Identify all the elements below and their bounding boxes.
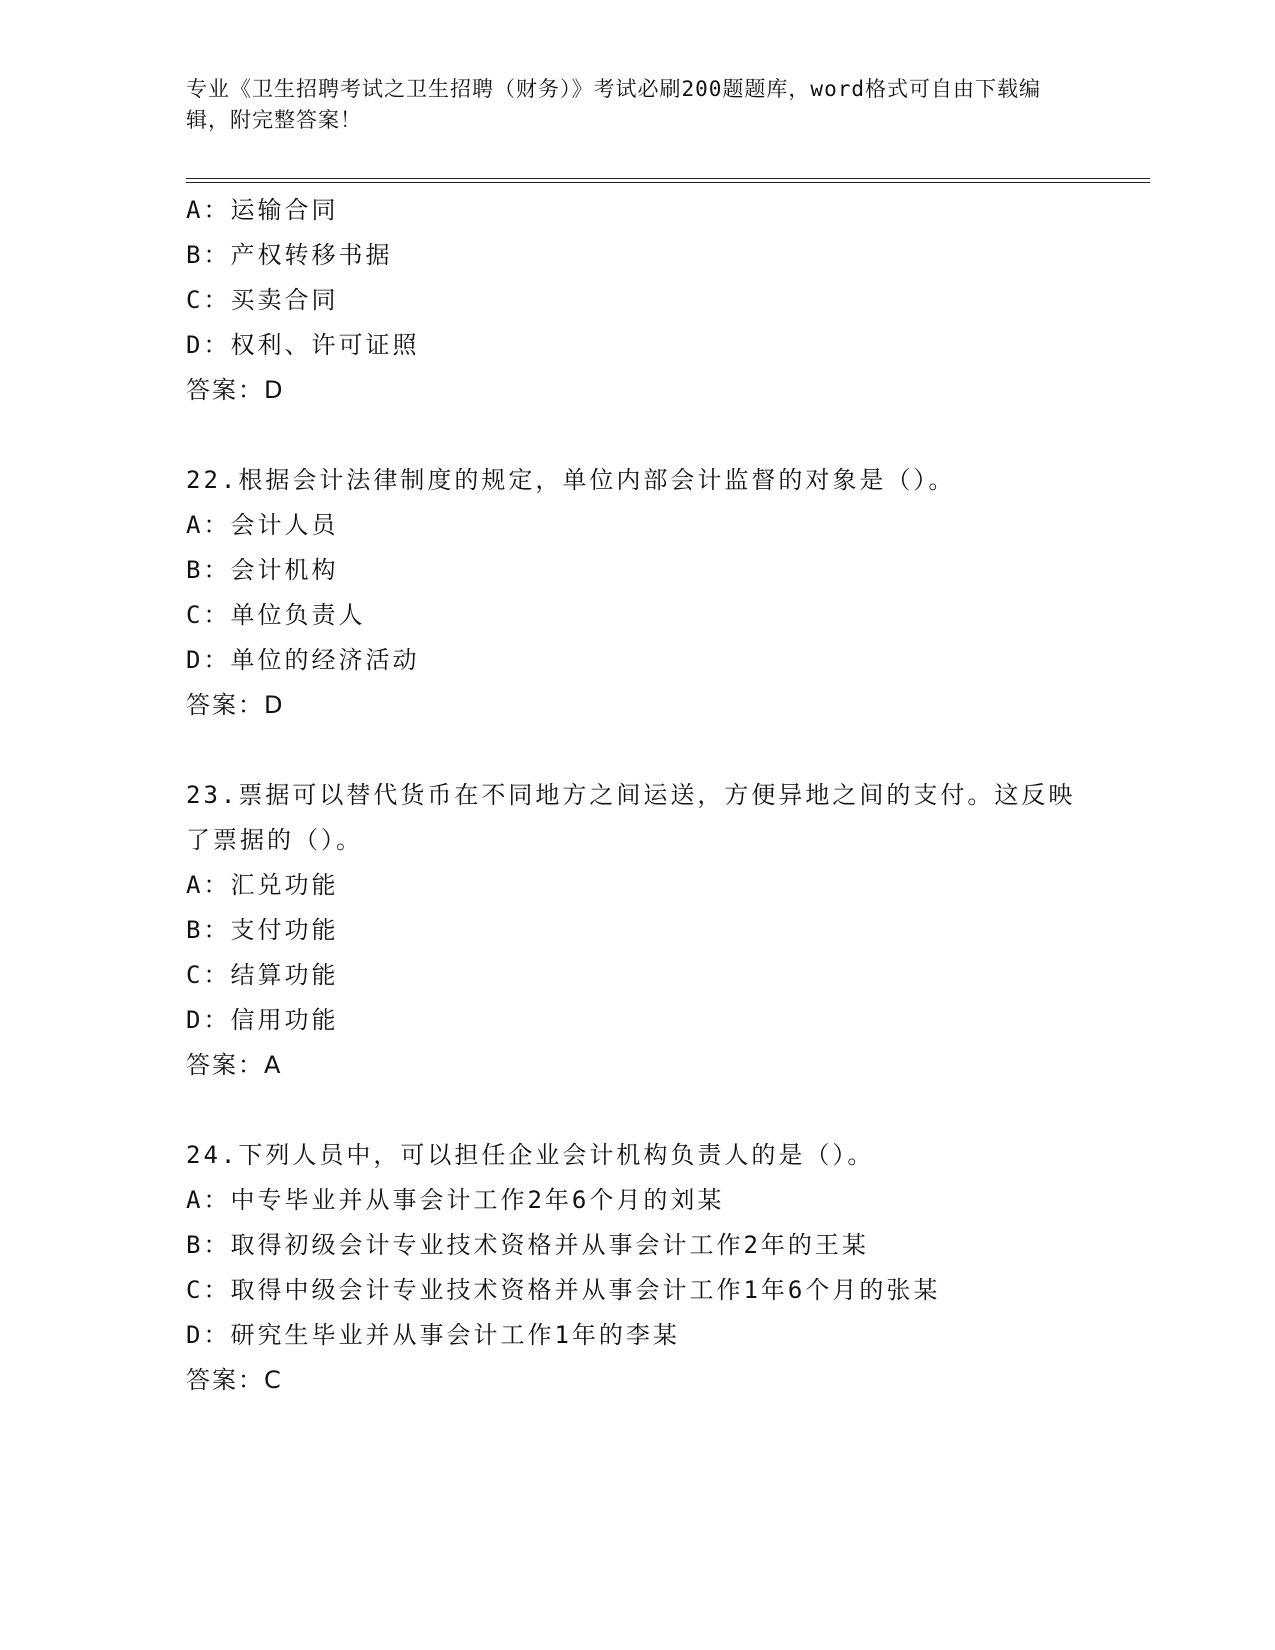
option-c: C：结算功能 xyxy=(186,961,339,989)
option-d: D：单位的经济活动 xyxy=(186,646,420,674)
answer-line: 答案：D xyxy=(186,691,285,719)
question-block-24 xyxy=(186,1133,1086,1403)
header-divider-top xyxy=(186,178,1150,179)
option-c: C：买卖合同 xyxy=(186,286,339,314)
document-header: 专业《卫生招聘考试之卫生招聘（财务）》考试必刷200题题库，word格式可自由下载编辑，附完整答案！ xyxy=(186,77,1041,132)
option-d: D：研究生毕业并从事会计工作1年的李某 xyxy=(186,1321,680,1349)
header-divider-bottom xyxy=(186,182,1150,183)
option-a: A：会计人员 xyxy=(186,511,339,539)
option-d: D：权利、许可证照 xyxy=(186,331,420,359)
answer-line: 答案：D xyxy=(186,376,285,404)
spacer xyxy=(186,728,1086,773)
option-c: C：单位负责人 xyxy=(186,601,366,629)
option-a: A：中专毕业并从事会计工作2年6个月的刘某 xyxy=(186,1186,725,1214)
question-block-partial xyxy=(186,188,1086,413)
question-block-23 xyxy=(186,773,1086,1088)
option-b: B：会计机构 xyxy=(186,556,339,584)
question-stem: 22.根据会计法律制度的规定，单位内部会计监督的对象是（）。 xyxy=(186,466,956,494)
option-b: B：产权转移书据 xyxy=(186,241,393,269)
option-a: A：运输合同 xyxy=(186,196,339,224)
option-a: A：汇兑功能 xyxy=(186,871,339,899)
question-stem: 23.票据可以替代货币在不同地方之间运送，方便异地之间的支付。这反映了票据的（）。 xyxy=(186,781,1076,854)
option-b: B：取得初级会计专业技术资格并从事会计工作2年的王某 xyxy=(186,1231,869,1259)
answer-line: 答案：A xyxy=(186,1051,283,1079)
question-list xyxy=(186,188,1086,1403)
option-b: B：支付功能 xyxy=(186,916,339,944)
option-d: D：信用功能 xyxy=(186,1006,339,1034)
answer-line: 答案：C xyxy=(186,1366,283,1394)
spacer xyxy=(186,413,1086,458)
question-stem: 24.下列人员中，可以担任企业会计机构负责人的是（）。 xyxy=(186,1141,875,1169)
question-block-22 xyxy=(186,458,1086,728)
spacer xyxy=(186,1088,1086,1133)
option-c: C：取得中级会计专业技术资格并从事会计工作1年6个月的张某 xyxy=(186,1276,941,1304)
